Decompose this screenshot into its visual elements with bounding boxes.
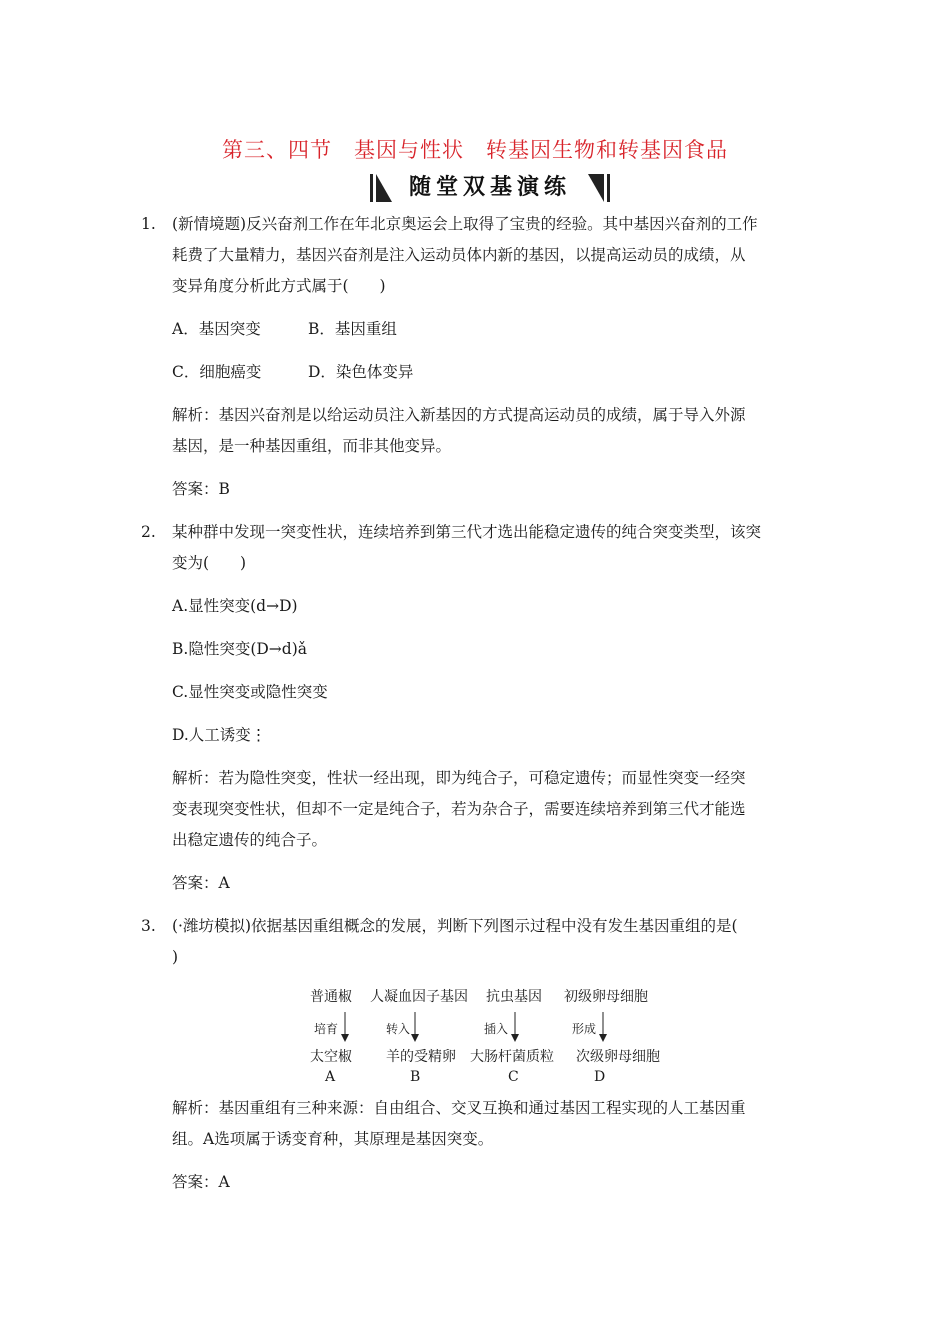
- figure-a-letter: A: [325, 1069, 336, 1085]
- question-1-option-a: A．基因突变: [172, 320, 261, 338]
- question-3-analysis-2: 组。A选项属于诱变育种，其原理是基因突变。: [172, 1130, 494, 1148]
- figure-a-bottom: 太空椒: [310, 1049, 352, 1065]
- banner-text: 随堂双基演练: [408, 175, 571, 200]
- question-2-line-2: 变为( ): [172, 554, 247, 572]
- question-2-analysis-1: 解析：若为隐性突变，性状一经出现，即为纯合子，可稳定遗传；而显性突变一经突: [172, 769, 746, 787]
- figure-c-arrow-icon: [510, 1012, 520, 1042]
- figure-b-letter: B: [410, 1069, 421, 1085]
- question-1-line-2: 耗费了大量精力，基因兴奋剂是注入运动员体内新的基因，以提高运动员的成绩，从: [172, 246, 746, 264]
- figure-d-top: 初级卵母细胞: [564, 989, 648, 1005]
- question-1-answer: 答案：B: [172, 480, 230, 498]
- question-3-line-1: (·潍坊模拟)依据基因重组概念的发展，判断下列图示过程中没有发生基因重组的是(: [172, 917, 738, 935]
- figure-a-top: 普通椒: [310, 989, 352, 1005]
- section-banner: [370, 172, 610, 204]
- figure-d-arrow-label: 形成: [572, 1022, 597, 1036]
- question-2-analysis-2: 变表现突变性状，但却不一定是纯合子，若为杂合子，需要连续培养到第三代才能选: [172, 800, 746, 818]
- question-1-analysis-2: 基因，是一种基因重组，而非其他变异。: [172, 437, 452, 455]
- gene-recombination-figure: [300, 984, 680, 1094]
- figure-d-letter: D: [594, 1069, 606, 1085]
- figure-d-bottom: 次级卵母细胞: [576, 1049, 660, 1065]
- figure-b-top: 人凝血因子基因: [370, 989, 468, 1005]
- question-1-option-c: C．细胞癌变: [172, 363, 262, 381]
- figure-c-bottom: 大肠杆菌质粒: [470, 1049, 554, 1065]
- question-3-analysis-1: 解析：基因重组有三种来源：自由组合、交叉互换和通过基因工程实现的人工基因重: [172, 1099, 746, 1117]
- figure-c-top: 抗虫基因: [486, 989, 542, 1005]
- question-2-analysis-3: 出稳定遗传的纯合子。: [172, 831, 328, 849]
- figure-a-arrow-icon: [340, 1012, 350, 1042]
- question-3-line-2: ): [172, 948, 179, 966]
- question-2-option-c: C.显性突变或隐性突变: [172, 683, 328, 701]
- question-2-answer: 答案：A: [172, 874, 230, 892]
- question-1-analysis-1: 解析：基因兴奋剂是以给运动员注入新基因的方式提高运动员的成绩，属于导入外源: [172, 406, 746, 424]
- question-2-option-d: D.人工诱变⋮: [172, 726, 267, 744]
- figure-a-arrow-label: 培育: [314, 1022, 339, 1036]
- question-1-option-d: D．染色体变异: [308, 363, 414, 381]
- question-1-number: 1.: [141, 215, 156, 233]
- question-1-line-3: 变异角度分析此方式属于( ): [172, 277, 386, 295]
- question-3-answer: 答案：A: [172, 1173, 230, 1191]
- question-2-option-b: B.隐性突变(D→d)ǎ: [172, 640, 307, 658]
- banner-left-triangle-icon: [370, 174, 392, 202]
- figure-b-arrow-icon: [410, 1012, 420, 1042]
- figure-b-arrow-label: 转入: [386, 1022, 411, 1036]
- figure-d-arrow-icon: [598, 1012, 608, 1042]
- figure-c-letter: C: [508, 1069, 519, 1085]
- question-2-line-1: 某种群中发现一突变性状，连续培养到第三代才选出能稳定遗传的纯合突变类型，该突: [172, 523, 762, 541]
- question-1-line-1: (新情境题)反兴奋剂工作在年北京奥运会上取得了宝贵的经验。其中基因兴奋剂的工作: [172, 215, 758, 233]
- question-3-number: 3.: [141, 917, 156, 935]
- question-2-option-a: A.显性突变(d→D): [172, 597, 298, 615]
- question-1-option-b: B．基因重组: [308, 320, 397, 338]
- question-2-number: 2.: [141, 523, 156, 541]
- figure-b-bottom: 羊的受精卵: [386, 1049, 456, 1065]
- page-title: 第三、四节 基因与性状 转基因生物和转基因食品: [222, 138, 728, 162]
- figure-c-arrow-label: 插入: [484, 1022, 509, 1036]
- banner-right-triangle-icon: [588, 174, 610, 202]
